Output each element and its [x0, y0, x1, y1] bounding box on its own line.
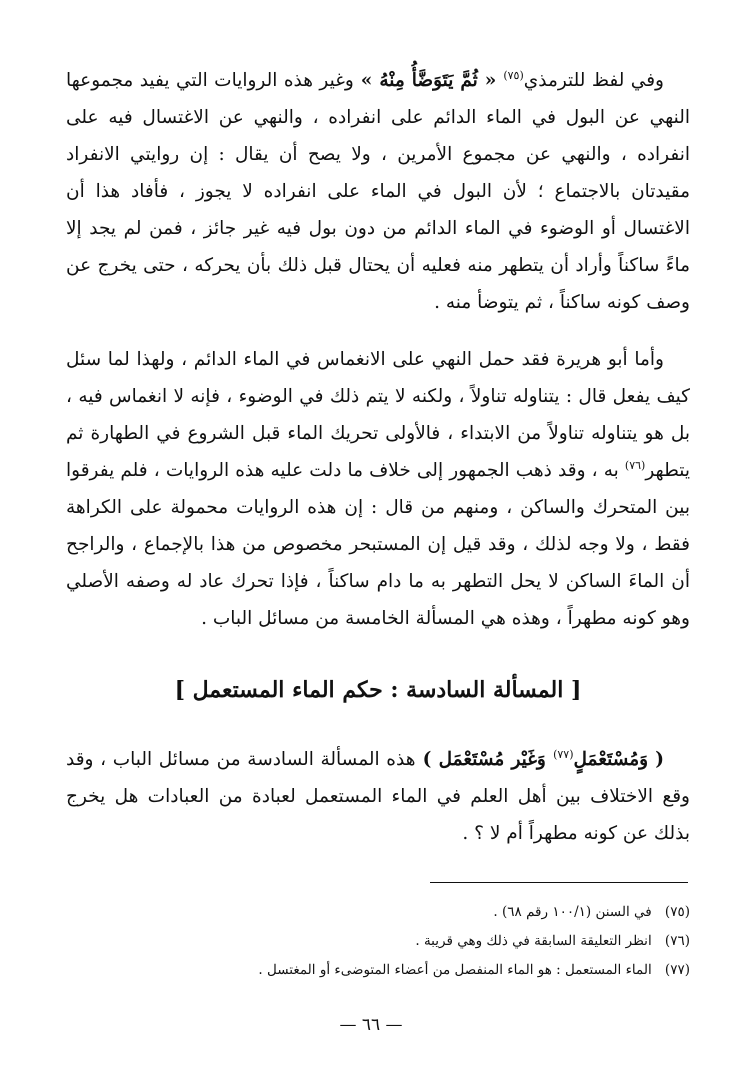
footnote-divider	[430, 882, 688, 883]
paragraph-1	[66, 62, 690, 321]
footnote-76	[66, 927, 690, 956]
page-number: — ٦٦ —	[339, 1015, 403, 1035]
paragraph-2-continuation: به ، وقد ذهب الجمهور إلى خلاف ما دلت عليه هذه الروايات ، فلم يفرقوا بين المتحرك والساكن ، ومنهم من قال : إن هذه الروايات محمولة على الكراهة فقط ، ولا وجه لذلك ، وقد قيل إن المستبحر مخصوص من هذا بالإجماع ، والراجح أن الماءَ الساكن لا يحل التطهر به ما دام ساكناً ، فإذا تحرك عاد له وصفه الأصلي وهو كونه مطهراً ، وهذه هي المسألة الخامسة من مسائل الباب .	[66, 460, 690, 629]
section-heading: [ المسألة السادسة : حكم الماء المستعمل ]	[174, 677, 582, 703]
footnote-number: (٧٦)	[664, 933, 690, 949]
footnote-text: في السنن (١٠٠/١ رقم ٦٨) .	[493, 904, 652, 920]
main-text	[66, 62, 690, 852]
footnote-ref-75: (٧٥)	[503, 68, 524, 82]
matn-quote-part-1: ( وَمُسْتَعْمَلٍ	[573, 749, 664, 770]
paragraph-1-text: وغير هذه الروايات التي يفيد مجموعها النهي عن البول في الماء الدائم على انفراده ، والنهي عن الاغتسال فيه على انفراده ، والنهي عن مجموع الأمرين ، ولا يصح أن يقال : إن روايتي الانفراد مقيدتان بالاجتماع ؛ لأن البول في الماء على انفراده لا يجوز ، فأفاد هذا أن الاغتسال أو الوضوء في الماء الدائم من دون بول فيه غير جائز ، فمن لم يجد إلا ماءً ساكناً وأراد أن يتطهر منه فعليه أن يحتال قبل ذلك بأن يحركه ، حتى يخرج عن وصف كونه ساكناً ، ثم يتوضأ منه .	[66, 70, 690, 313]
footnote-ref-76: (٧٦)	[624, 458, 646, 472]
paragraph-2	[66, 341, 690, 637]
footnote-number: (٧٥)	[664, 904, 690, 920]
paragraph-3	[66, 741, 690, 852]
footnote-75	[66, 898, 690, 927]
paragraph-2-text: وأما أبو هريرة فقد حمل النهي على الانغماس في الماء الدائم ، ولهذا لما سئل كيف يفعل قال : يتناوله تناولاً ، ولكنه لا يتم ذلك في الوضوء ، فإنه لا انغماس فيه ، بل هو يتناوله تناولاً من الابتداء ، فالأولى تحريك الماء قبل الشروع في الطهارة ثم يتطهر	[66, 349, 690, 481]
footnote-text: انظر التعليقة السابقة في ذلك وهي قريبة .	[415, 933, 652, 949]
footnotes	[66, 898, 690, 985]
paragraph-3-text: هذه المسألة السادسة من مسائل الباب ، وقد وقع الاختلاف بين أهل العلم في الماء المستعمل لعبادة من العبادات هل يخرج بذلك عن كونه مطهراً أم لا ؟ .	[66, 749, 690, 844]
hadith-quote: « ثُمَّ يَتَوَضَّأُ مِنْهُ »	[353, 70, 504, 91]
paragraph-1-intro: وفي لفظ للترمذي	[523, 70, 664, 91]
footnote-77	[66, 956, 690, 985]
footnote-text: الماء المستعمل : هو الماء المنفصل من أعضاء المتوضىء أو المغتسل .	[258, 962, 652, 978]
footnote-number: (٧٧)	[664, 962, 690, 978]
footnote-ref-77: (٧٧)	[553, 747, 574, 761]
matn-quote-part-2: وَغَيْر مُسْتَعْمَل )	[415, 749, 554, 770]
